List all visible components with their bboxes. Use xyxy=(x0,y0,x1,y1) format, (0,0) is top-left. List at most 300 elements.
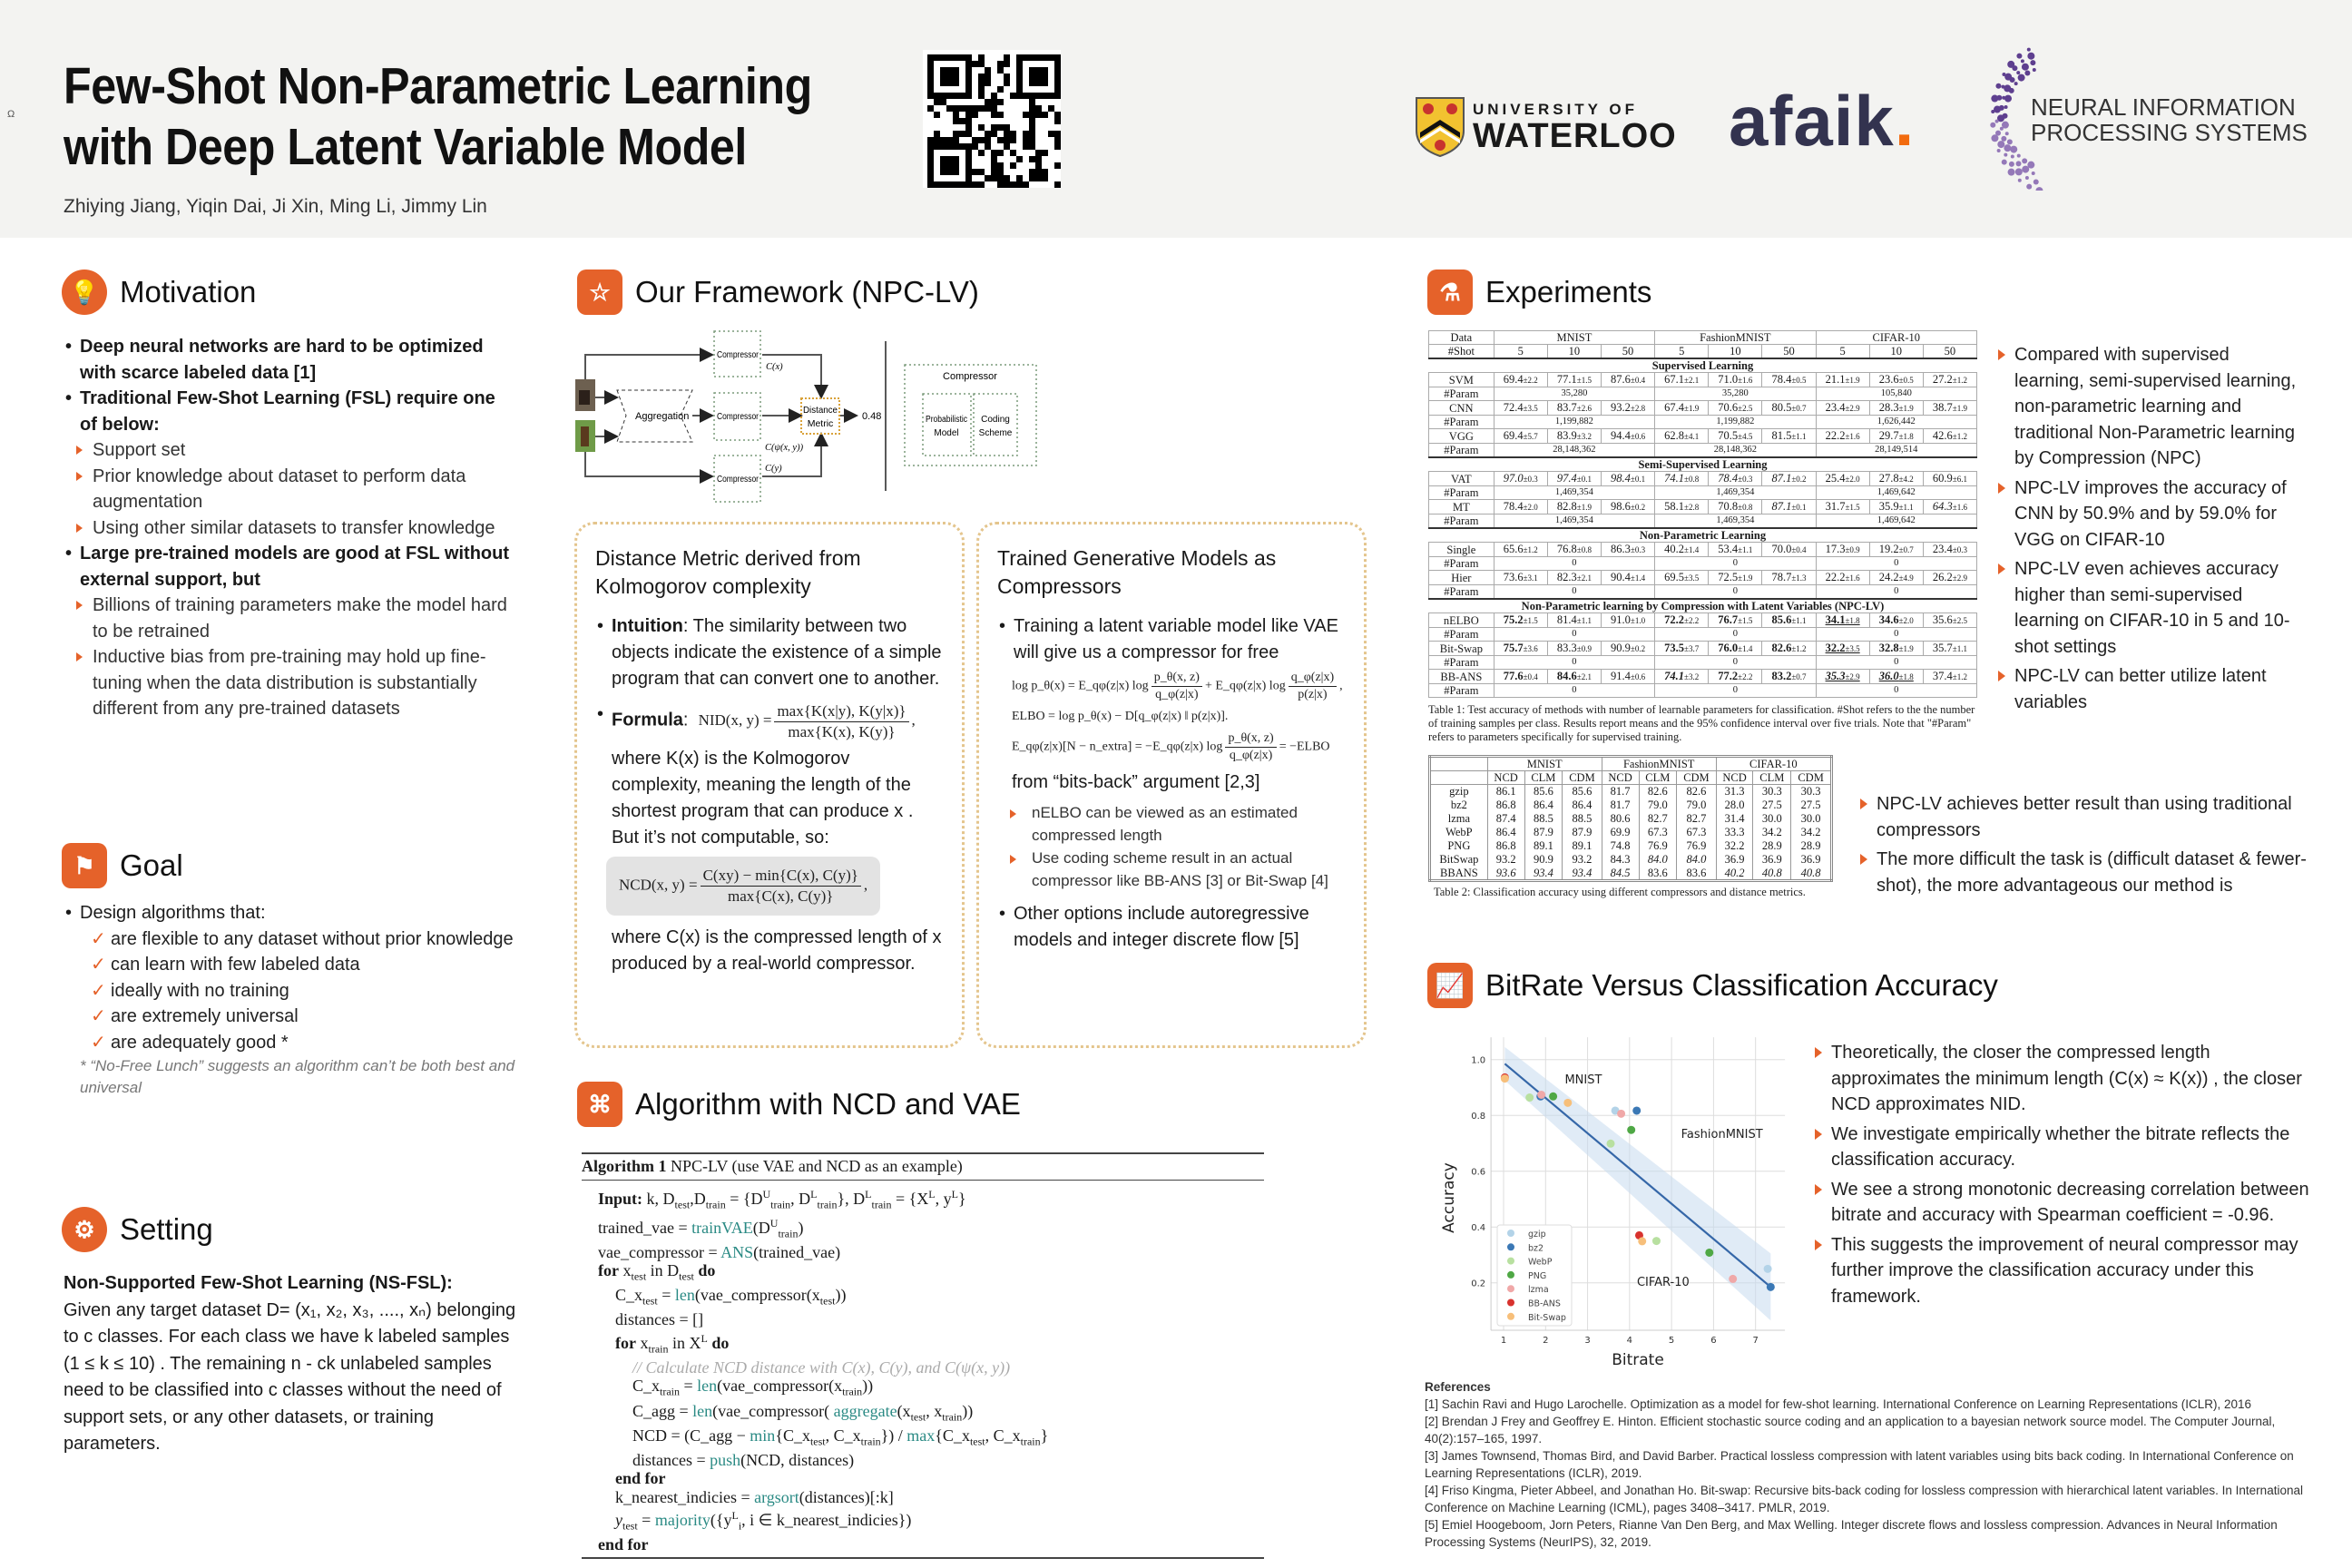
param-label: #Param xyxy=(1429,416,1494,429)
algorithm-token: k, D xyxy=(642,1189,675,1208)
formula-label: Formula xyxy=(612,710,683,730)
y-axis-label: Accuracy xyxy=(1440,1162,1458,1233)
mean-value: 76.8 xyxy=(1556,543,1577,555)
qr-module xyxy=(1004,61,1010,67)
shot-header: 5 xyxy=(1655,345,1709,359)
algorithm-label: Algorithm 1 xyxy=(582,1157,667,1175)
mean-value: 70.6 xyxy=(1718,401,1739,414)
param-row xyxy=(1429,416,1977,429)
qr-module xyxy=(985,175,991,181)
confidence-interval: ±0.7 xyxy=(1791,672,1807,681)
table-row xyxy=(1429,401,1977,416)
accuracy-cell: 83.6 xyxy=(1639,867,1677,881)
confidence-interval: ±0.1 xyxy=(1791,503,1807,512)
distance-metric-box xyxy=(574,522,965,1048)
compressor-cell: lzma xyxy=(1430,812,1488,826)
qr-module xyxy=(972,143,978,150)
accuracy-cell: 67.3 xyxy=(1677,826,1716,839)
mean-value: 36.0 xyxy=(1878,670,1899,682)
neurips-dot xyxy=(2002,160,2007,165)
qr-module xyxy=(1010,162,1016,169)
setting-content xyxy=(64,1270,517,1458)
confidence-interval: ±2.8 xyxy=(1630,404,1646,413)
confidence-interval: ±3.5 xyxy=(1684,573,1700,583)
accuracy-cell xyxy=(1869,472,1923,486)
bitrate-accuracy-chart xyxy=(1397,1025,1806,1370)
accuracy-cell xyxy=(1923,373,1976,387)
goal-lead: • Design algorithms that: xyxy=(64,900,517,926)
mean-value: 42.6 xyxy=(1932,429,1953,442)
qr-module xyxy=(991,112,997,118)
confidence-interval: ±2.9 xyxy=(1845,672,1860,681)
qr-module xyxy=(1010,137,1016,143)
afaik-dot-icon: . xyxy=(1894,81,1916,161)
param-count: 1,199,882 xyxy=(1494,416,1654,429)
mean-value: 38.7 xyxy=(1932,401,1953,414)
x-tick-label: 5 xyxy=(1668,1335,1675,1346)
qr-module xyxy=(934,99,940,105)
method-cell: MT xyxy=(1429,500,1494,514)
scatter-point-PNG xyxy=(1705,1249,1713,1257)
mean-value: 83.9 xyxy=(1556,429,1577,442)
accuracy-cell xyxy=(1601,670,1654,684)
qr-module xyxy=(1035,175,1042,181)
method-cell: BB-ANS xyxy=(1429,670,1494,684)
qr-module xyxy=(959,105,965,112)
confidence-interval: ±0.1 xyxy=(1630,475,1646,484)
mean-value: 94.4 xyxy=(1611,429,1631,442)
confidence-interval: ±1.6 xyxy=(1845,432,1860,441)
param-count: 0 xyxy=(1494,585,1654,600)
param-count: 0 xyxy=(1494,557,1654,571)
accuracy-cell: 30.3 xyxy=(1753,785,1791,799)
table-2 xyxy=(1428,755,1833,882)
accuracy-cell xyxy=(1762,613,1816,628)
neurips-dot xyxy=(2014,82,2018,85)
accuracy-cell xyxy=(1547,373,1601,387)
confidence-interval: ±1.9 xyxy=(1738,573,1753,583)
mean-value: 70.0 xyxy=(1771,543,1792,555)
qr-module xyxy=(978,137,985,143)
table-row xyxy=(1429,472,1977,486)
waterloo-logo xyxy=(1415,96,1677,158)
accuracy-cell: 36.9 xyxy=(1753,853,1791,867)
qr-module xyxy=(991,162,997,169)
header-cell xyxy=(1430,771,1488,785)
neurips-dot xyxy=(2000,127,2004,131)
dataset-header: MNIST xyxy=(1494,331,1654,345)
accuracy-cell: 93.2 xyxy=(1563,853,1602,867)
qr-module xyxy=(985,105,991,112)
qr-module xyxy=(991,105,997,112)
confidence-interval: ±4.1 xyxy=(1684,432,1700,441)
legend-label: BB-ANS xyxy=(1528,1298,1561,1309)
confidence-interval: ±1.6 xyxy=(1845,573,1860,583)
qr-module xyxy=(1029,99,1035,105)
mean-value: 67.1 xyxy=(1664,373,1685,386)
dataset-annotation: MNIST xyxy=(1564,1073,1602,1087)
accuracy-cell: 31.3 xyxy=(1716,785,1753,799)
accuracy-cell xyxy=(1762,642,1816,656)
confidence-interval: ±1.8 xyxy=(1898,672,1914,681)
confidence-interval: ±0.7 xyxy=(1791,404,1807,413)
subscript: test xyxy=(809,1435,826,1448)
qr-module xyxy=(1029,124,1035,131)
algorithm-token: vae_compressor = xyxy=(598,1242,721,1261)
framework-header xyxy=(577,270,979,315)
eq-bits-back xyxy=(1012,730,1346,764)
qr-module xyxy=(940,137,946,143)
neurips-dot xyxy=(2034,180,2039,185)
mean-value: 85.6 xyxy=(1771,613,1792,626)
intuition-item xyxy=(595,613,944,692)
accuracy-cell xyxy=(1869,543,1923,557)
algorithm-line xyxy=(598,1535,1264,1554)
shot-header: 10 xyxy=(1547,345,1601,359)
gen-subitem: nELBO can be viewed as an estimated compressed length xyxy=(997,801,1346,847)
compressor-cell: bz2 xyxy=(1430,799,1488,812)
accuracy-cell: 81.7 xyxy=(1602,785,1639,799)
neurips-dot xyxy=(2027,48,2031,52)
scatter-point-Bit-Swap xyxy=(1563,1099,1572,1107)
param-count: 1,469,354 xyxy=(1655,514,1816,529)
qr-module xyxy=(978,93,985,99)
accuracy-cell: 86.4 xyxy=(1524,799,1563,812)
algorithm-token: aggregate xyxy=(833,1401,897,1420)
ncd-formula: NCD(x, y) = $\frac{C(xy) - \min\{C(x), C(y)\}}{\max\{C(x), C(y)\}}$ , xyxy=(606,857,880,916)
accuracy-cell: 84.0 xyxy=(1677,853,1716,867)
table-row xyxy=(1429,373,1977,387)
mean-value: 70.5 xyxy=(1718,429,1739,442)
confidence-interval: ±6.1 xyxy=(1952,475,1967,484)
afaik-text: afaik xyxy=(1729,81,1895,161)
table-1-caption: Table 1: Test accuracy of methods with number of learnable parameters for classification. #Shot refers to the the number of training samples per class. Results report means and the 95% confidence interval over five trials. Note that "#Param" refers to parameters specifically for supervised training. xyxy=(1428,703,1975,743)
accuracy-cell xyxy=(1869,429,1923,444)
algorithm-lines xyxy=(582,1181,1264,1557)
mean-value: 97.0 xyxy=(1503,472,1524,485)
mean-value: 21.1 xyxy=(1825,373,1846,386)
neurips-dot xyxy=(1991,110,1994,113)
table-row xyxy=(1430,839,1832,853)
accuracy-cell xyxy=(1923,571,1976,585)
qr-module xyxy=(997,112,1004,118)
qr-module xyxy=(965,118,972,124)
qr-module xyxy=(972,61,978,67)
framework-title: Our Framework (NPC-LV) xyxy=(635,275,979,309)
algorithm-token: )) xyxy=(862,1377,874,1396)
confidence-interval: ±0.6 xyxy=(1630,432,1646,441)
algorithm-line xyxy=(598,1214,1264,1243)
param-count: 28,148,362 xyxy=(1655,444,1816,458)
accuracy-cell xyxy=(1923,401,1976,416)
accuracy-cell xyxy=(1869,670,1923,684)
legend-marker xyxy=(1507,1313,1514,1320)
neurips-line-1: NEURAL INFORMATION xyxy=(2031,93,2296,121)
algorithm-line xyxy=(598,1506,1264,1535)
metric-header: CDM xyxy=(1563,771,1602,785)
qr-module xyxy=(978,80,985,86)
flask-icon: ⚗ xyxy=(1427,270,1473,315)
scatter-point-lzma xyxy=(1729,1275,1737,1283)
mean-value: 65.6 xyxy=(1503,543,1524,555)
qr-module xyxy=(997,124,1004,131)
superscript: L xyxy=(731,1509,739,1523)
param-row xyxy=(1429,585,1977,600)
algorithm-token: distances = [] xyxy=(615,1310,704,1329)
accuracy-cell xyxy=(1869,373,1923,387)
method-cell: Single xyxy=(1429,543,1494,557)
legend-marker xyxy=(1507,1271,1514,1279)
mean-value: 70.8 xyxy=(1718,500,1739,513)
accuracy-cell xyxy=(1494,472,1547,486)
accuracy-cell xyxy=(1547,571,1601,585)
algorithm-token: (vae_compressor(x xyxy=(694,1286,820,1305)
header-cell xyxy=(1430,757,1488,771)
param-row xyxy=(1429,514,1977,529)
param-label: #Param xyxy=(1429,585,1494,600)
mean-value: 83.7 xyxy=(1556,401,1577,414)
neurips-dot xyxy=(1991,134,1998,142)
confidence-interval: ±0.4 xyxy=(1630,376,1646,385)
accuracy-cell: 82.7 xyxy=(1677,812,1716,826)
x-tick-label: 4 xyxy=(1626,1335,1633,1346)
qr-module xyxy=(1023,143,1029,150)
neurips-dot xyxy=(2017,154,2021,158)
confidence-interval: ±1.2 xyxy=(1791,644,1807,653)
qr-module xyxy=(978,105,985,112)
accuracy-cell: 74.8 xyxy=(1602,839,1639,853)
accuracy-cell: 32.2 xyxy=(1716,839,1753,853)
param-count: 105,840 xyxy=(1816,387,1976,401)
qr-module xyxy=(953,112,959,118)
other-options-item xyxy=(997,901,1346,954)
mean-value: 31.7 xyxy=(1825,500,1846,513)
mean-value: 93.2 xyxy=(1611,401,1631,414)
goal-check-item: ✓ can learn with few labeled data xyxy=(64,952,517,978)
qr-module xyxy=(1035,150,1042,156)
accuracy-cell xyxy=(1547,500,1601,514)
accuracy-cell xyxy=(1923,500,1976,514)
param-row xyxy=(1429,684,1977,698)
algorithm-token: distances = xyxy=(632,1450,710,1469)
param-count: 0 xyxy=(1494,656,1654,670)
confidence-interval: ±2.1 xyxy=(1576,672,1592,681)
goal-checks xyxy=(64,926,517,1056)
goal-footnote: * “No-Free Lunch” suggests an algorithm can’t be both best and universal xyxy=(80,1057,515,1096)
method-cell: Hier xyxy=(1429,571,1494,585)
legend-marker xyxy=(1507,1243,1514,1250)
param-row xyxy=(1429,486,1977,500)
qr-module xyxy=(946,105,953,112)
confidence-interval: ±1.8 xyxy=(1845,616,1860,625)
qr-module xyxy=(934,137,940,143)
qr-module xyxy=(978,74,985,80)
eq3-rhs: = −ELBO xyxy=(1279,740,1330,754)
mean-value: 77.2 xyxy=(1718,670,1739,682)
metric-header: CLM xyxy=(1524,771,1563,785)
algorithm-token: k_nearest_indicies = xyxy=(615,1487,755,1506)
accuracy-cell xyxy=(1762,500,1816,514)
algorithm-token: (vae_compressor( xyxy=(712,1401,834,1420)
accuracy-cell: 28.9 xyxy=(1753,839,1791,853)
qr-module xyxy=(1054,143,1061,150)
superscript: L xyxy=(928,1187,936,1200)
confidence-interval: ±1.9 xyxy=(1684,404,1700,413)
accuracy-cell xyxy=(1494,429,1547,444)
accuracy-cell: 88.5 xyxy=(1524,812,1563,826)
qr-code-icon[interactable] xyxy=(923,50,1061,188)
afaik-logo xyxy=(1729,80,1915,162)
algorithm-token: (vae_compressor(x xyxy=(717,1377,843,1396)
waterloo-top-text: UNIVERSITY OF xyxy=(1473,101,1639,118)
confidence-interval: ±0.2 xyxy=(1630,503,1646,512)
algorithm-token: C_agg = xyxy=(632,1401,693,1420)
accuracy-cell xyxy=(1762,373,1816,387)
confidence-interval: ±0.9 xyxy=(1576,644,1592,653)
confidence-interval: ±1.5 xyxy=(1738,616,1753,625)
algorithm-box-title: NPC-LV (use VAE and NCD as an example) xyxy=(666,1157,963,1175)
accuracy-cell xyxy=(1601,543,1654,557)
confidence-interval: ±1.4 xyxy=(1630,573,1646,583)
subscript: test xyxy=(910,1410,926,1424)
accuracy-cell: 93.4 xyxy=(1524,867,1563,881)
confidence-interval: ±3.7 xyxy=(1684,644,1700,653)
accuracy-cell: 90.9 xyxy=(1524,853,1563,867)
mean-value: 98.4 xyxy=(1611,472,1631,485)
qr-module xyxy=(985,131,991,137)
qr-module xyxy=(1029,156,1035,162)
scatter-point-WebP xyxy=(1607,1140,1615,1148)
eq3-lhs: E_qφ(z|x)[N − n_extra] = −E_qφ(z|x) log xyxy=(1012,740,1223,754)
qr-module xyxy=(1029,169,1035,175)
title-line-1: Few-Shot Non-Parametric Learning xyxy=(64,57,812,115)
accuracy-cell xyxy=(1869,613,1923,628)
accuracy-cell: 87.4 xyxy=(1487,812,1524,826)
accuracy-cell xyxy=(1547,670,1601,684)
superscript: L xyxy=(865,1187,872,1200)
algorithm-token: } xyxy=(957,1189,966,1208)
setting-header xyxy=(62,1207,213,1252)
subscript: test xyxy=(631,1269,647,1283)
scatter-point-lzma xyxy=(1617,1110,1625,1118)
table-row xyxy=(1429,613,1977,628)
mean-value: 78.7 xyxy=(1771,571,1792,583)
qr-module xyxy=(953,105,959,112)
shot-header: 50 xyxy=(1762,345,1816,359)
shot-header: 5 xyxy=(1494,345,1547,359)
confidence-interval: ±0.3 xyxy=(1523,475,1538,484)
accuracy-cell xyxy=(1601,571,1654,585)
algorithm-line xyxy=(598,1402,1264,1426)
neurips-dot xyxy=(2016,54,2022,59)
confidence-interval: ±0.1 xyxy=(1576,475,1592,484)
param-label: #Param xyxy=(1429,444,1494,458)
table-2-caption: Table 2: Classification accuracy using different compressors and distance metrics. xyxy=(1434,885,1806,898)
confidence-interval: ±3.2 xyxy=(1684,672,1700,681)
algorithm-token: trainVAE xyxy=(691,1218,753,1237)
qr-module xyxy=(978,86,985,93)
mean-value: 80.5 xyxy=(1771,401,1792,414)
mean-value: 77.1 xyxy=(1556,373,1577,386)
qr-module xyxy=(1004,124,1010,131)
algorithm-token: x xyxy=(618,1261,632,1280)
accuracy-cell xyxy=(1816,543,1869,557)
mean-value: 72.5 xyxy=(1718,571,1739,583)
qr-module xyxy=(927,137,934,143)
motivation-subitem: Prior knowledge about dataset to perform data augmentation xyxy=(64,464,517,515)
mean-value: 26.2 xyxy=(1932,571,1953,583)
qr-module xyxy=(1035,169,1042,175)
eq1-den1: q_φ(z|x) xyxy=(1155,688,1199,701)
compressor-cell: gzip xyxy=(1430,785,1488,799)
param-count: 0 xyxy=(1655,628,1816,642)
neurips-line-2: PROCESSING SYSTEMS xyxy=(2031,119,2308,146)
table-row xyxy=(1430,785,1832,799)
accuracy-cell xyxy=(1923,642,1976,656)
waterloo-shield-icon xyxy=(1415,96,1465,158)
goal-content xyxy=(64,900,517,1099)
accuracy-cell xyxy=(1709,642,1762,656)
legend-label: lzma xyxy=(1528,1285,1549,1296)
table-header-row xyxy=(1430,757,1832,771)
param-label: #Param xyxy=(1429,514,1494,529)
param-count: 1,469,354 xyxy=(1655,486,1816,500)
algorithm-token: NCD = (C_agg − xyxy=(632,1426,750,1445)
confidence-interval: ±3.1 xyxy=(1523,573,1538,583)
confidence-interval: ±2.1 xyxy=(1684,376,1700,385)
y-tick-label: 1.0 xyxy=(1471,1055,1486,1066)
param-label: #Param xyxy=(1429,656,1494,670)
param-row xyxy=(1429,656,1977,670)
qr-module xyxy=(1035,156,1042,162)
table-row xyxy=(1430,853,1832,867)
method-cell: nELBO xyxy=(1429,613,1494,628)
references-title: References xyxy=(1425,1380,1491,1394)
mean-value: 69.4 xyxy=(1503,429,1524,442)
accuracy-cell: 89.1 xyxy=(1563,839,1602,853)
qr-module xyxy=(1042,150,1048,156)
qr-module xyxy=(1054,112,1061,118)
neurips-dot xyxy=(2024,70,2030,75)
compressor-cell: BitSwap xyxy=(1430,853,1488,867)
confidence-interval: ±0.5 xyxy=(1791,376,1807,385)
confidence-interval: ±0.7 xyxy=(1898,545,1914,554)
neurips-dot xyxy=(2027,53,2034,60)
accuracy-cell: 34.2 xyxy=(1753,826,1791,839)
confidence-interval: ±0.8 xyxy=(1738,503,1753,512)
confidence-interval: ±0.3 xyxy=(1738,475,1753,484)
accuracy-cell xyxy=(1494,670,1547,684)
confidence-interval: ±1.1 xyxy=(1738,545,1753,554)
qr-module xyxy=(997,169,1004,175)
x-tick-label: 2 xyxy=(1543,1335,1549,1346)
neurips-dot xyxy=(2004,105,2008,109)
confidence-interval: ±2.2 xyxy=(1684,616,1700,625)
accuracy-cell: 40.8 xyxy=(1791,867,1832,881)
mean-value: 87.6 xyxy=(1611,373,1631,386)
confidence-interval: ±3.5 xyxy=(1523,404,1538,413)
qr-module xyxy=(1035,112,1042,118)
accuracy-cell: 27.5 xyxy=(1791,799,1832,812)
confidence-interval: ±1.2 xyxy=(1952,672,1967,681)
algorithm-token: x xyxy=(635,1333,649,1352)
accuracy-cell: 86.8 xyxy=(1487,839,1524,853)
neurips-dot xyxy=(2002,73,2005,76)
motivation-subitem: Inductive bias from pre-training may hold up fine-tuning when the data distribution is substantially different from any pre-trained datasets xyxy=(64,644,517,722)
subscript: train xyxy=(871,1198,892,1211)
method-cell: CNN xyxy=(1429,401,1494,416)
table-section-row xyxy=(1429,358,1977,373)
